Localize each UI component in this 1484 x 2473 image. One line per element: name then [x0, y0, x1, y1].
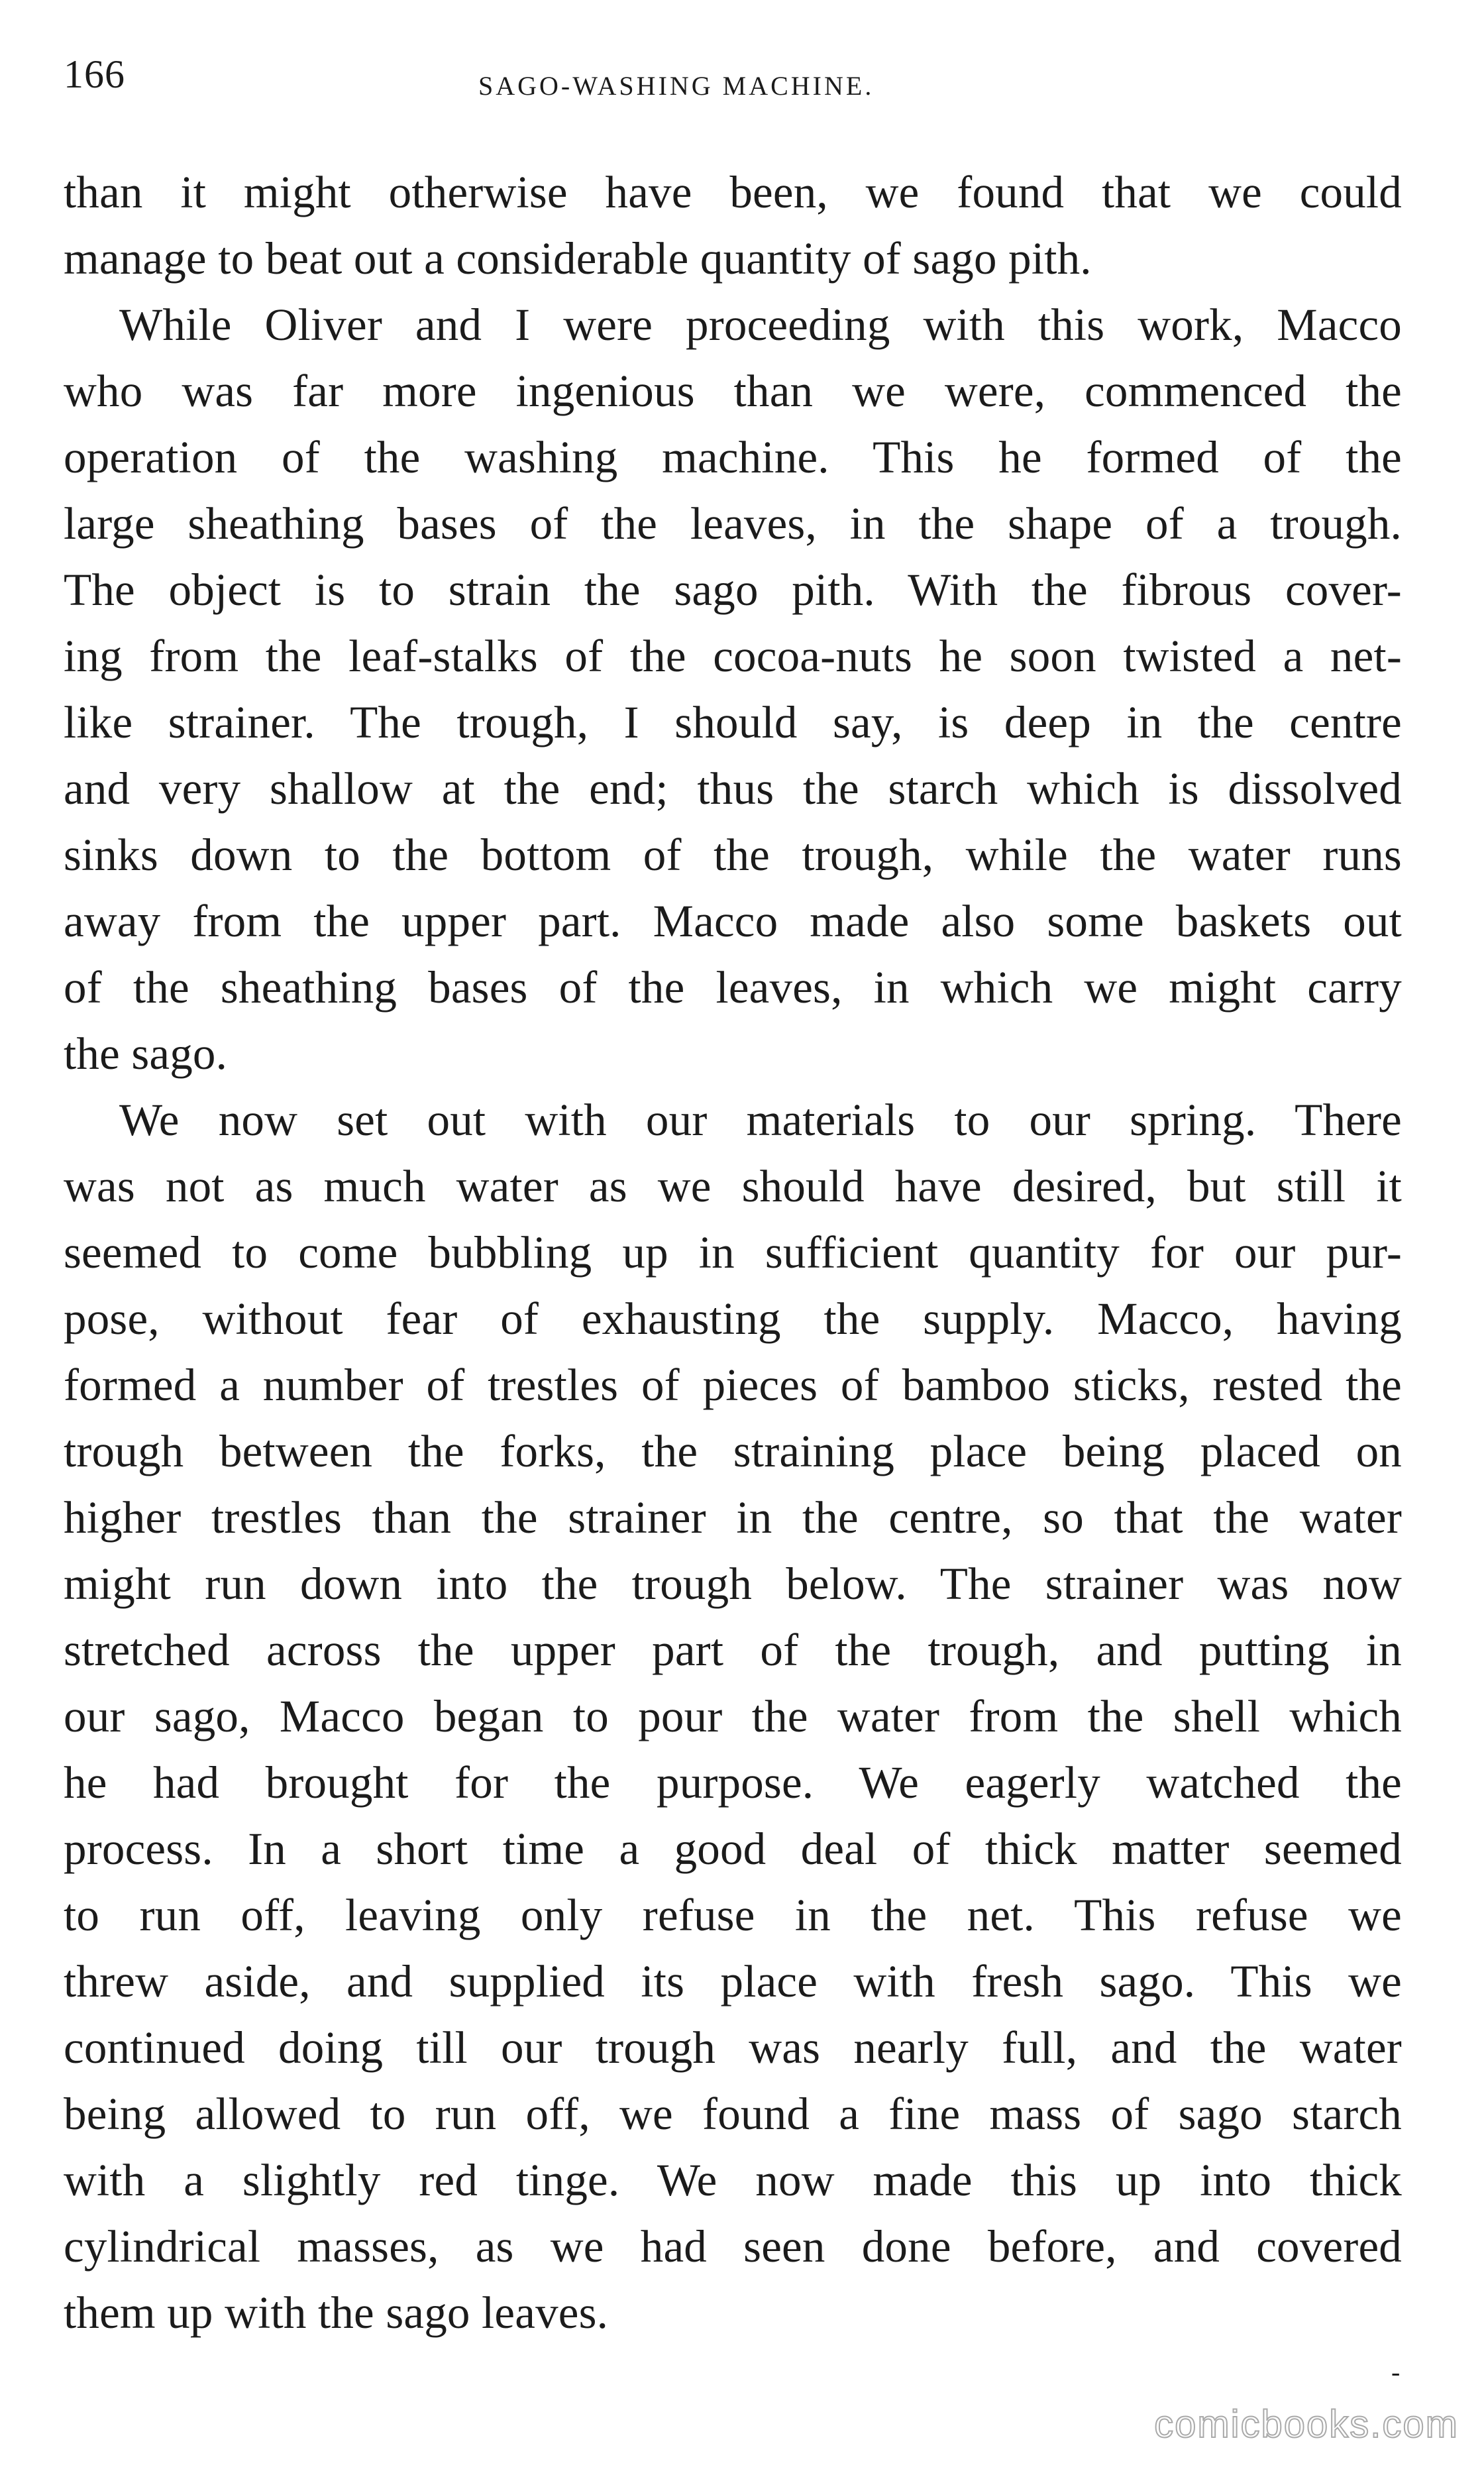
end-mark: - [1391, 2357, 1401, 2387]
text-line: seemed to come bubbling up in sufficient quantity for our pur- [64, 1227, 1402, 1278]
text-line: operation of the washing machine. This he formed of the [64, 432, 1402, 482]
text-line: pose, without fear of exhausting the supply. Macco, having [64, 1293, 1402, 1344]
text-line: and very shallow at the end; thus the starch which is dissolved [64, 763, 1402, 814]
text-line: was not as much water as we should have desired, but still it [64, 1161, 1402, 1211]
text-line: ing from the leaf-stalks of the cocoa-nuts he soon twisted a net- [64, 631, 1402, 681]
running-head: SAGO-WASHING MACHINE. [478, 71, 874, 101]
text-line: he had brought for the purpose. We eagerly watched the [64, 1757, 1402, 1808]
text-line: We now set out with our materials to our spring. There [119, 1095, 1402, 1145]
text-line: sinks down to the bottom of the trough, while the water runs [64, 830, 1402, 880]
text-line: stretched across the upper part of the trough, and putting in [64, 1625, 1402, 1675]
text-line: who was far more ingenious than we were, commenced the [64, 366, 1402, 416]
text-line: process. In a short time a good deal of thick matter seemed [64, 1824, 1402, 1874]
text-line: formed a number of trestles of pieces of bamboo sticks, rested the [64, 1360, 1402, 1410]
text-line: with a slightly red tinge. We now made this up into thick [64, 2155, 1402, 2205]
text-line: being allowed to run off, we found a fine mass of sago starch [64, 2089, 1402, 2139]
page-number: 166 [64, 52, 125, 96]
text-line: of the sheathing bases of the leaves, in which we might carry [64, 962, 1402, 1013]
text-line: our sago, Macco began to pour the water from the shell which [64, 1691, 1402, 1741]
text-line: large sheathing bases of the leaves, in the shape of a trough. [64, 498, 1402, 549]
text-line: the sago. [64, 1028, 228, 1079]
text-line: like strainer. The trough, I should say, is deep in the centre [64, 697, 1402, 747]
body-text [64, 159, 1402, 2346]
text-line: than it might otherwise have been, we found that we could [64, 167, 1402, 217]
watermark: comicbooks.com [1154, 2403, 1459, 2446]
text-line: them up with the sago leaves. [64, 2287, 609, 2338]
text-line: The object is to strain the sago pith. With the fibrous cover- [64, 565, 1402, 615]
text-line: cylindrical masses, as we had seen done before, and covered [64, 2221, 1402, 2272]
text-line: continued doing till our trough was nearly full, and the water [64, 2022, 1402, 2073]
text-line: to run off, leaving only refuse in the net. This refuse we [64, 1890, 1402, 1940]
text-line: might run down into the trough below. The strainer was now [64, 1559, 1402, 1609]
text-line: away from the upper part. Macco made also some baskets out [64, 896, 1402, 946]
text-line: higher trestles than the strainer in the centre, so that the water [64, 1492, 1402, 1543]
text-line: While Oliver and I were proceeding with this work, Macco [119, 300, 1402, 350]
text-line: threw aside, and supplied its place with fresh sago. This we [64, 1956, 1402, 2006]
text-line: manage to beat out a considerable quantity of sago pith. [64, 233, 1092, 284]
text-line: trough between the forks, the straining place being placed on [64, 1426, 1402, 1476]
